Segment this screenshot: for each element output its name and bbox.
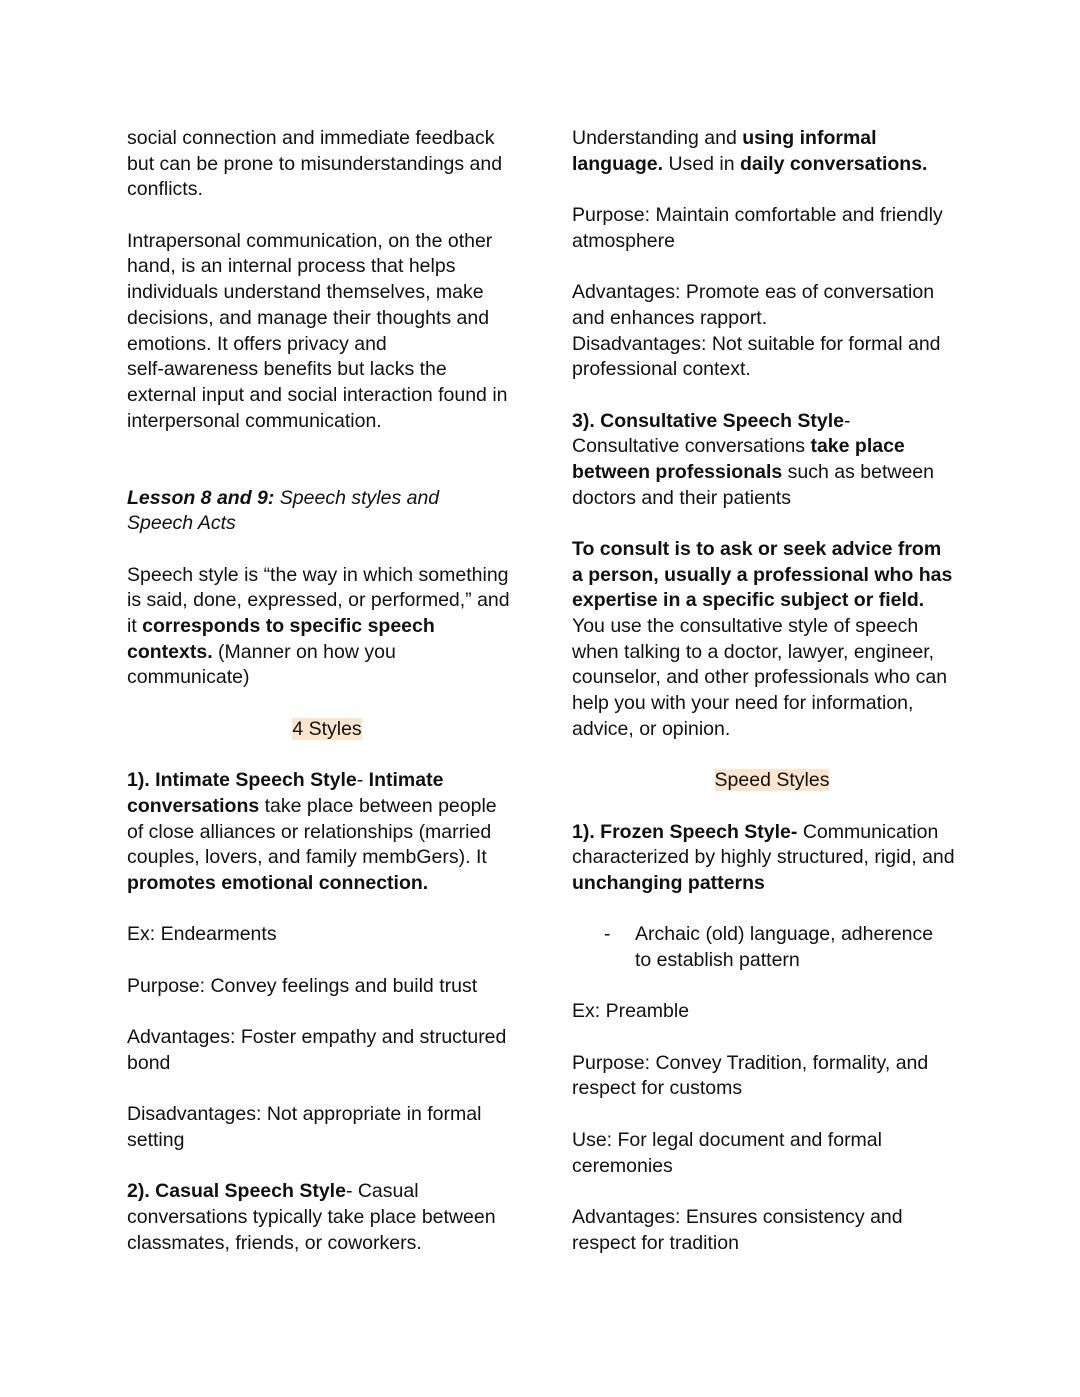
- text-bold: To consult is to ask or seek advice from: [572, 538, 942, 560]
- text-line: hand, is an internal process that helps: [127, 255, 456, 278]
- text-span: such as between: [782, 460, 934, 483]
- frozen-example: Ex: Preamble: [572, 1000, 690, 1023]
- text-bold: using informal: [742, 127, 877, 149]
- text-bold: language.: [572, 152, 664, 175]
- text-line: professional context.: [572, 358, 751, 381]
- text-line: emotions. It offers privacy and: [127, 332, 387, 355]
- text-line: individuals understand themselves, make: [127, 281, 484, 304]
- text-line: of close alliances or relationships (married: [127, 820, 492, 843]
- text-line: classmates, friends, or coworkers.: [127, 1231, 422, 1254]
- lesson-topic-line2: Speech Acts: [127, 512, 236, 535]
- paragraph-casual-style: [127, 1179, 527, 1256]
- text-span: take place between people: [259, 794, 497, 817]
- text-line: Disadvantages: Not appropriate in formal: [127, 1103, 482, 1126]
- dash-bullet: -: [604, 923, 611, 946]
- text-line: counselor, and other professionals who can: [572, 666, 948, 689]
- intimate-disadvantages: [127, 1102, 527, 1153]
- paragraph-speech-style-definition: [127, 563, 527, 691]
- text-bold: a person, usually a professional who has: [572, 563, 953, 586]
- text-line: social connection and immediate feedback: [127, 127, 495, 149]
- text-line: Advantages: Ensures consistency and: [572, 1205, 903, 1228]
- text-line: couples, lovers, and family membGers). It: [127, 846, 487, 869]
- text-line: Archaic (old) language, adherence: [635, 923, 934, 946]
- casual-purpose: [572, 203, 972, 254]
- text-line: when talking to a doctor, lawyer, engineer,: [572, 640, 935, 663]
- frozen-use: [572, 1128, 972, 1179]
- right-column: [572, 126, 972, 1256]
- text-bold: unchanging patterns: [572, 871, 765, 894]
- text-line: respect for customs: [572, 1077, 743, 1100]
- text-bold: conversations: [127, 794, 260, 817]
- text-line: to establish pattern: [635, 949, 800, 971]
- paragraph-intimate-style: [127, 768, 527, 896]
- text-bold: daily conversations.: [739, 152, 928, 175]
- text-line: and enhances rapport.: [572, 306, 768, 329]
- text-bold: between professionals: [572, 460, 783, 483]
- lesson-number: Lesson 8 and 9:: [127, 486, 275, 509]
- text-span: Understanding and: [572, 127, 743, 149]
- paragraph-intrapersonal: [127, 229, 527, 435]
- text-line: conversations typically take place between: [127, 1205, 496, 1228]
- text-line: setting: [127, 1128, 185, 1151]
- text-bold: contexts.: [127, 640, 213, 663]
- text-line: Purpose: Convey Tradition, formality, and: [572, 1051, 929, 1074]
- lesson-topic: Speech styles and: [274, 486, 440, 509]
- text-line: Purpose: Maintain comfortable and friendly: [572, 204, 943, 227]
- paragraph-interpersonal-end: [127, 126, 527, 203]
- text-bold: corresponds to specific speech: [142, 615, 435, 638]
- text-line: ceremonies: [572, 1154, 673, 1177]
- intimate-advantages: [127, 1025, 527, 1076]
- text-bold: 3). Consultative Speech Style: [572, 409, 845, 432]
- text-line: interpersonal communication.: [127, 409, 382, 432]
- text-span: - Casual: [345, 1180, 419, 1203]
- text-line: Intrapersonal communication, on the other: [127, 229, 493, 252]
- text-line: conflicts.: [127, 178, 203, 201]
- text-bold: 2). Casual Speech Style: [127, 1180, 346, 1203]
- text-span: -: [356, 769, 369, 792]
- frozen-advantages: [572, 1205, 972, 1256]
- text-line: characterized by highly structured, rigid, and: [572, 846, 955, 869]
- text-span: (Manner on how you: [212, 640, 396, 663]
- text-line: external input and social interaction found in: [127, 383, 508, 406]
- text-line: communicate): [127, 666, 250, 689]
- text-span: it: [127, 615, 143, 638]
- text-bold: promotes emotional connection.: [127, 871, 429, 894]
- text-span: -: [844, 409, 851, 432]
- text-bold: 1). Frozen Speech Style-: [572, 820, 798, 843]
- text-line: You use the consultative style of speech: [572, 615, 919, 638]
- intimate-example: Ex: Endearments: [127, 923, 277, 946]
- paragraph-casual-continued: [572, 126, 972, 177]
- text-line: advice, or opinion.: [572, 717, 731, 740]
- text-line: help you with your need for information,: [572, 692, 914, 715]
- frozen-purpose: [572, 1051, 972, 1102]
- text-line: is said, done, expressed, or performed,” and: [127, 589, 510, 612]
- text-bold: take place: [810, 435, 905, 458]
- paragraph-frozen-style: [572, 820, 972, 897]
- bullet-list-item: [572, 922, 972, 973]
- text-span: Used in: [663, 152, 740, 175]
- text-line: self-awareness benefits but lacks the: [127, 358, 447, 381]
- text-line: Disadvantages: Not suitable for formal and: [572, 332, 941, 355]
- paragraph-consult-definition: [572, 537, 972, 743]
- text-line: decisions, and manage their thoughts and: [127, 306, 490, 329]
- text-line: Use: For legal document and formal: [572, 1128, 882, 1151]
- text-line: but can be prone to misunderstandings and: [127, 152, 503, 175]
- lesson-title: [127, 486, 527, 537]
- text-line: respect for tradition: [572, 1231, 739, 1254]
- text-line: Advantages: Promote eas of conversation: [572, 281, 935, 304]
- text-line: atmosphere: [572, 229, 675, 252]
- text-bold: 1). Intimate Speech Style: [127, 769, 357, 792]
- text-line: Speech style is “the way in which something: [127, 563, 509, 586]
- text-line: doctors and their patients: [572, 486, 791, 509]
- section-heading-speed-styles: Speed Styles: [714, 769, 830, 792]
- text-line: Advantages: Foster empathy and structured: [127, 1026, 507, 1049]
- text-bold: Intimate: [368, 769, 444, 792]
- section-heading-4-styles: 4 Styles: [292, 717, 362, 740]
- text-span: Consultative conversations: [572, 435, 811, 458]
- paragraph-consultative-style: [572, 409, 972, 512]
- left-column: [127, 126, 527, 1256]
- intimate-purpose: Purpose: Convey feelings and build trust: [127, 974, 478, 997]
- text-span: Communication: [797, 820, 939, 843]
- text-line: bond: [127, 1051, 171, 1074]
- text-bold: expertise in a specific subject or field.: [572, 589, 925, 612]
- casual-advantages: [572, 280, 972, 383]
